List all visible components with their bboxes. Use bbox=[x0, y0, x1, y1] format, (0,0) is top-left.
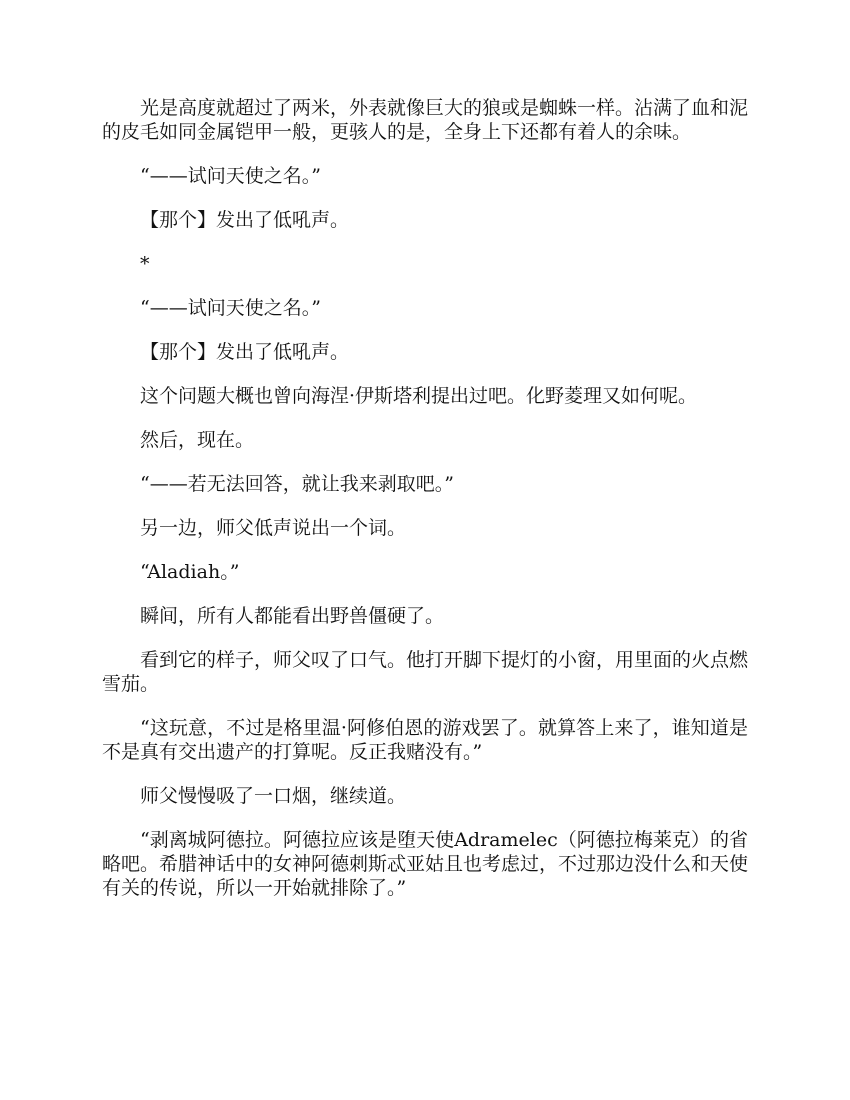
paragraph: “这玩意，不过是格里温·阿修伯恩的游戏罢了。就算答上来了，谁知道是不是真有交出遗产的打算呢。反正我赌没有。” bbox=[102, 717, 748, 763]
paragraph: “——试问天使之名。” bbox=[140, 297, 321, 319]
paragraph: “剥离城阿德拉。阿德拉应该是堕天使Adramelec（阿德拉梅莱克）的省略吧。希腊神话中的女神阿德刺斯忒亚姑且也考虑过，不过那边没什么和天使有关的传说，所以一开始就排除了。” bbox=[102, 829, 749, 899]
paragraph: 这个问题大概也曾向海涅·伊斯塔利提出过吧。化野菱理又如何呢。 bbox=[140, 385, 698, 407]
paragraph: 另一边，师父低声说出一个词。 bbox=[140, 517, 407, 539]
paragraph: 光是高度就超过了两米，外表就像巨大的狼或是蜘蛛一样。沾满了血和泥的皮毛如同金属铠甲一般，更骇人的是，全身上下还都有着人的余味。 bbox=[102, 97, 749, 143]
scene-break: * bbox=[140, 253, 150, 275]
paragraph: 【那个】发出了低吼声。 bbox=[140, 209, 350, 231]
paragraph: 看到它的样子，师父叹了口气。他打开脚下提灯的小窗，用里面的火点燃雪茄。 bbox=[102, 649, 749, 695]
paragraph: “——试问天使之名。” bbox=[140, 165, 321, 187]
paragraph: 然后，现在。 bbox=[140, 429, 255, 451]
paragraph: 瞬间，所有人都能看出野兽僵硬了。 bbox=[140, 605, 445, 627]
paragraph: 【那个】发出了低吼声。 bbox=[140, 341, 350, 363]
paragraph: 师父慢慢吸了一口烟，继续道。 bbox=[140, 785, 407, 807]
paragraph: “——若无法回答，就让我来剥取吧。” bbox=[140, 473, 454, 495]
document-body bbox=[102, 96, 748, 920]
paragraph: “Aladiah。” bbox=[140, 561, 240, 583]
